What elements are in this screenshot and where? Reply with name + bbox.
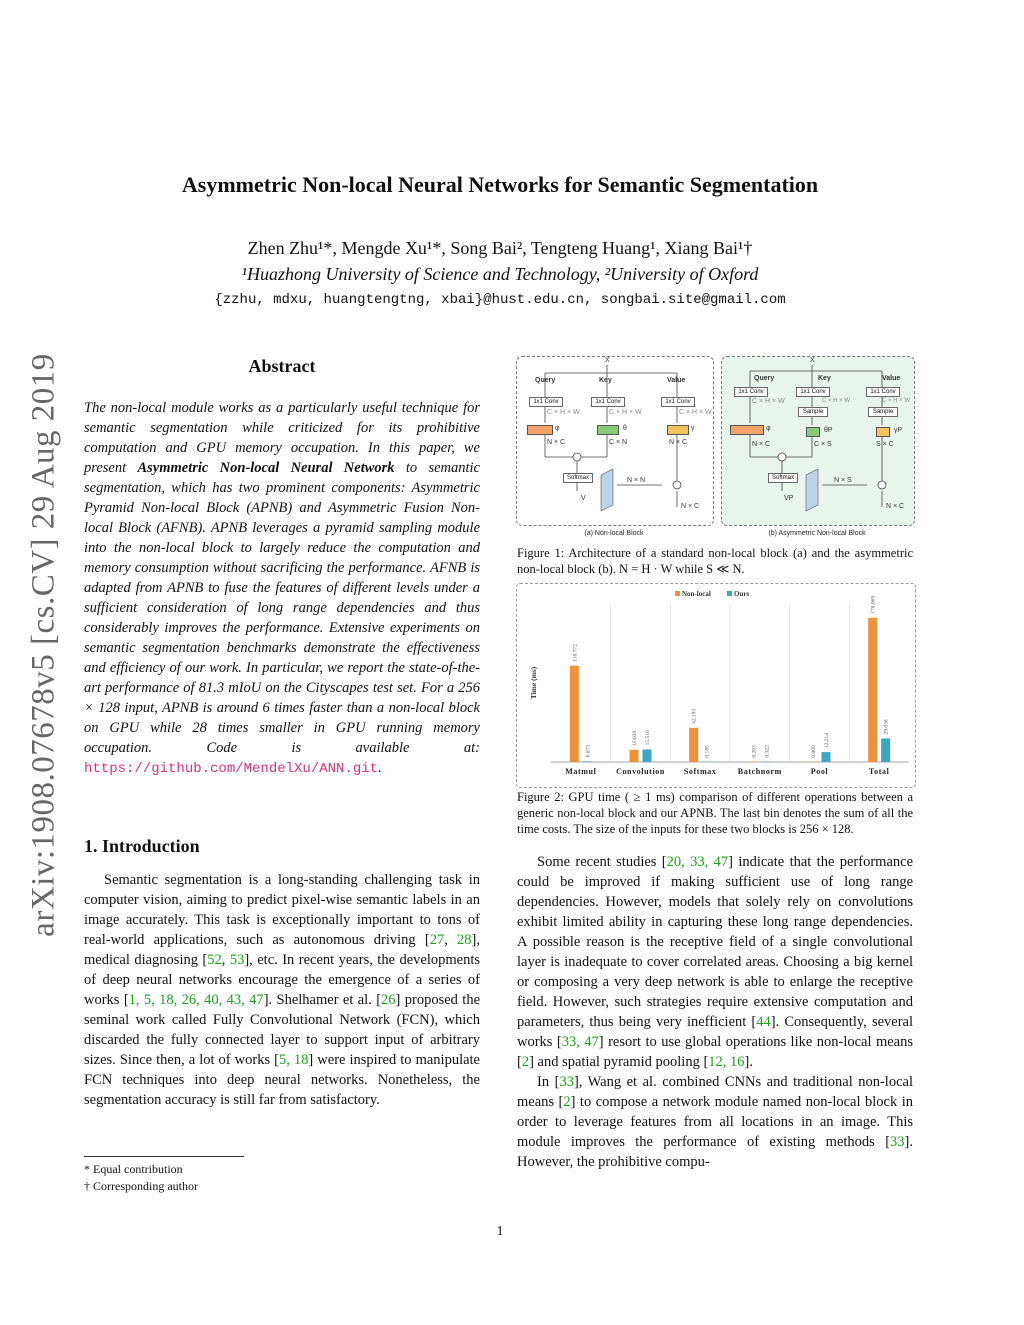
paper-title: Asymmetric Non-local Neural Networks for Semantic Segmentation <box>181 172 819 197</box>
subfigure-a-label: (a) Non-local Block <box>584 530 644 537</box>
body-text: ]. Consequently, several works [ <box>517 1014 913 1050</box>
bar-value-label: 0.185 <box>704 745 711 758</box>
dim-label: C × S <box>814 441 832 448</box>
intro-heading: 1. Introduction <box>84 836 200 856</box>
dim-label: N × C <box>681 503 700 510</box>
body-text: ] and spatial pyramid pooling [ <box>529 1054 709 1070</box>
footnote-equal: * Equal contribution <box>84 1162 183 1176</box>
bar-non-local <box>689 728 698 762</box>
query-label: Query <box>754 375 775 382</box>
figure-1 <box>516 356 914 542</box>
citation[interactable]: 53 <box>229 952 245 968</box>
dim-label: N × C <box>886 503 905 510</box>
dim-label: S × C <box>876 441 894 448</box>
theta-p-label: θP <box>824 427 833 434</box>
bar-value-label: 118.772 <box>572 644 579 662</box>
intro-text: ]. Shelhamer et al. [ <box>263 992 382 1008</box>
body-text: In [ <box>537 1074 560 1090</box>
body-text: ]. However, the prohibitive compu- <box>517 1134 913 1170</box>
abstract-text-2: to semantic segmentation, which has two prominent components: Asymmetric Pyramid Non-local Block (APNB) and Asymmetric Fusion Non-local Block (AFNB). APNB leverages a pyramid sampling module into the non-local block to largely reduce the computation and memory consumption without sacrificing the performance. AFNB is adapted from APNB to fuse the features of different levels under a sufficient consideration of long range dependencies and thus considerably improves the performance. Extensive experiments on semantic segmentation benchmarks demonstrate the effectiveness and efficiency of our work. In particular, we report the state-of-the-art performance of 81.3 mIoU on the Cityscapes test set. For a 256 × 128 input, APNB is around 6 times faster than a non-local block on GPU while 28 times smaller in GPU running memory occupation. Code is available at: <box>84 460 480 756</box>
abstract-text-1: The non-local module works as a particularly useful technique for semantic segmentation while criticized for its prohibitive computation and GPU memory occupation. In this paper, we present <box>84 400 480 476</box>
y-axis-label: Time (ms) <box>529 666 538 700</box>
intro-body <box>84 870 480 1110</box>
bar-value-label: 0.873 <box>585 744 592 758</box>
abstract-heading: Abstract <box>248 356 316 376</box>
intro-sep: , <box>444 932 458 948</box>
x-tick-label: Batchnorm <box>737 767 782 776</box>
bar-value-label: 178.069 <box>870 595 877 614</box>
bar-value-label: 0.203 <box>751 745 758 758</box>
bar-value-label: 15.516 <box>645 730 651 746</box>
input-x-label: X <box>605 357 610 364</box>
footnote-corresponding: † Corresponding author <box>84 1179 198 1193</box>
figure-2-caption: Figure 2: GPU time ( ≥ 1 ms) comparison of different operations between a generic non-local block and our APNB. The last bin denotes the sum of all the time costs. The size of the inputs for these two blocks is 256 × 128. <box>517 790 913 836</box>
theta-feature <box>597 425 619 435</box>
dim-label: C × H × W <box>882 398 911 404</box>
body-text: ] resort to use global operations like non-local means [ <box>517 1034 913 1070</box>
gamma-p-label: γP <box>894 427 903 434</box>
panel-asymmetric <box>721 356 915 526</box>
arxiv-stamp <box>18 345 70 945</box>
legend-label: Non-local <box>682 590 711 598</box>
citation[interactable]: 33 <box>890 1134 905 1150</box>
legend-swatch <box>675 591 680 596</box>
body-text: ] indicate that the performance could be improved if making sufficient use of long range dependencies. However, models that solely rely on convolutions exhibit limited ability in capturing these long range dependencies. A possible reason is the receptive field of a single convolutional layer is inadequate to cover correlated areas. Choosing a big kernel or composing a very deep network is able to enlarge the receptive field. However, such strategies require extensive computation and parameters, thus being very inefficient [ <box>517 854 914 1030</box>
key-label: Key <box>818 375 831 382</box>
bar-ours <box>583 761 592 762</box>
intro-text: ] proposed the seminal work called Fully Convolutional Network (FCN), which discarded the fully connected layer to support input of arbitrary sizes. Since then, a lot of works [ <box>84 992 481 1068</box>
citation[interactable]: 33 <box>559 1074 574 1090</box>
theta-label: θ <box>623 425 627 432</box>
author-list: Zhen Zhu¹*, Mengde Xu¹*, Song Bai², Tengteng Huang¹, Xiang Bai¹† <box>247 238 753 258</box>
sample-box-value: Sample <box>868 407 898 417</box>
gamma-label: γ <box>691 425 695 432</box>
intro-text: Semantic segmentation is a long-standing challenging task in computer vision, aiming to predict pixel-wise semantic labels in an image accurately. This task is exceptionally important to tons of real-world applications, such as autonomous driving [ <box>84 872 480 948</box>
body-text: Some recent studies [ <box>537 854 667 870</box>
intro-text: ], etc. In recent years, the developments of deep neural networks encourage the emergence of a series of works [ <box>84 952 480 1008</box>
bar-ours <box>822 752 831 762</box>
page-number: 1 <box>496 1224 504 1239</box>
x-tick-label: Total <box>868 767 890 776</box>
subfigure-b-label: (b) Asymmetric Non-local Block <box>768 530 866 537</box>
citation[interactable]: 2 <box>563 1094 571 1110</box>
bar-value-label: 12.214 <box>824 732 830 749</box>
legend-label: Ours <box>734 590 750 598</box>
citation[interactable]: 2 <box>521 1054 530 1070</box>
dim-label: C × H × W <box>752 398 785 405</box>
conv-box-key: 1x1 Conv <box>796 387 830 397</box>
gamma-feature <box>667 425 689 435</box>
conv-box-key: 1x1 Conv <box>591 397 625 407</box>
phi-feature <box>730 425 764 435</box>
bar-non-local <box>868 618 877 762</box>
bar-value-label: 29.038 <box>883 719 890 735</box>
input-x-label: X <box>810 357 815 364</box>
bar-non-local <box>570 666 579 762</box>
value-label: Value <box>667 377 686 384</box>
x-tick-label: Convolution <box>616 767 665 776</box>
softmax-box: Softmax <box>563 473 593 483</box>
code-link[interactable]: https://github.com/MendelXu/ANN.git <box>84 761 379 777</box>
dim-label: N × C <box>752 441 771 448</box>
bar-non-local <box>630 750 639 762</box>
dim-label: C × H × W <box>679 409 712 416</box>
citation[interactable]: 1, 5, 18, 26, 40, 43, 47 <box>128 992 264 1008</box>
conv-box-value: 1x1 Conv <box>661 397 695 407</box>
citation[interactable]: 26 <box>381 992 396 1008</box>
softmax-box: Softmax <box>768 473 798 483</box>
conv-box-value: 1x1 Conv <box>866 387 900 397</box>
right-column-body <box>517 852 913 1172</box>
legend-swatch <box>727 591 732 596</box>
abstract-bold: Asymmetric Non-local Neural Network <box>137 460 395 476</box>
bar-ours <box>643 749 652 762</box>
conv-box-query: 1x1 Conv <box>529 397 563 407</box>
value-label: Value <box>882 375 901 382</box>
x-tick-label: Matmul <box>565 767 597 776</box>
dim-label: N × S <box>834 477 852 484</box>
affiliations: ¹Huazhong University of Science and Technology, ²University of Oxford <box>241 264 759 284</box>
x-tick-label: Softmax <box>683 767 717 776</box>
body-text: ] to compose a network module named non-local block in order to leverage features from all locations in an image. This module improves the performance of existing methods [ <box>517 1094 913 1150</box>
author-emails: {zzhu, mdxu, huangtengtng, xbai}@hust.edu.cn, songbai.site@gmail.com <box>214 292 786 308</box>
intro-text: ], medical diagnosing [ <box>84 932 481 968</box>
abstract-body <box>84 398 480 779</box>
query-label: Query <box>535 377 556 384</box>
vp-label: VP <box>784 495 794 502</box>
dim-label: N × C <box>669 439 688 446</box>
bar-value-label: 0.322 <box>764 745 771 758</box>
citation[interactable]: 52 <box>207 952 222 968</box>
dim-label: N × C <box>547 439 566 446</box>
phi-label: φ <box>555 425 560 432</box>
citation[interactable]: 12, 16 <box>708 1054 745 1070</box>
figure-2 <box>516 583 914 786</box>
intro-text: ] were inspired to manipulate FCN techniques into deep neural networks. Nonetheless, the segmentation accuracy is still far from satisfactory. <box>84 1052 480 1108</box>
conv-box-query: 1x1 Conv <box>734 387 768 397</box>
footnote-rule <box>84 1156 244 1157</box>
dim-label: C × N <box>609 439 628 446</box>
bar-value-label: 42.193 <box>691 708 698 724</box>
citation[interactable]: 5, 18 <box>279 1052 309 1068</box>
dim-label: C × H × W <box>609 409 642 416</box>
arxiv-stamp-text: arXiv:1908.07678v5 [cs.CV] 29 Aug 2019 <box>25 353 62 937</box>
gpu-time-chart <box>516 583 916 788</box>
citation[interactable]: 28 <box>457 932 472 948</box>
bar-value-label: 0.009 <box>811 745 817 758</box>
citation[interactable]: 44 <box>756 1014 771 1030</box>
citation[interactable]: 20, 33, 47 <box>666 854 729 870</box>
bar-ours <box>881 738 890 762</box>
bar-value-label: 15.039 <box>632 730 638 746</box>
gamma-p-feature <box>876 427 890 437</box>
panel-non-local <box>516 356 714 526</box>
figure-1-caption: Figure 1: Architecture of a standard non-local block (a) and the asymmetric non-local block (b). N = H · W while S ≪ N. <box>517 546 913 576</box>
v-label: V <box>581 495 586 502</box>
phi-label: φ <box>766 425 771 432</box>
intro-sep: , <box>221 952 230 968</box>
key-label: Key <box>599 377 612 384</box>
citation[interactable]: 33, 47 <box>561 1034 599 1050</box>
dim-label: N × N <box>627 477 646 484</box>
dim-label: C × H × W <box>822 398 851 404</box>
body-text: ]. <box>744 1054 754 1070</box>
phi-feature <box>527 425 553 435</box>
theta-p-feature <box>806 427 820 437</box>
abstract-end: . <box>378 760 382 776</box>
citation[interactable]: 27 <box>429 932 445 948</box>
x-tick-label: Pool <box>810 767 829 776</box>
body-text: ], Wang et al. combined CNNs and traditional non-local means [ <box>517 1074 913 1110</box>
dim-label: C × H × W <box>547 409 580 416</box>
sample-box-key: Sample <box>798 407 828 417</box>
